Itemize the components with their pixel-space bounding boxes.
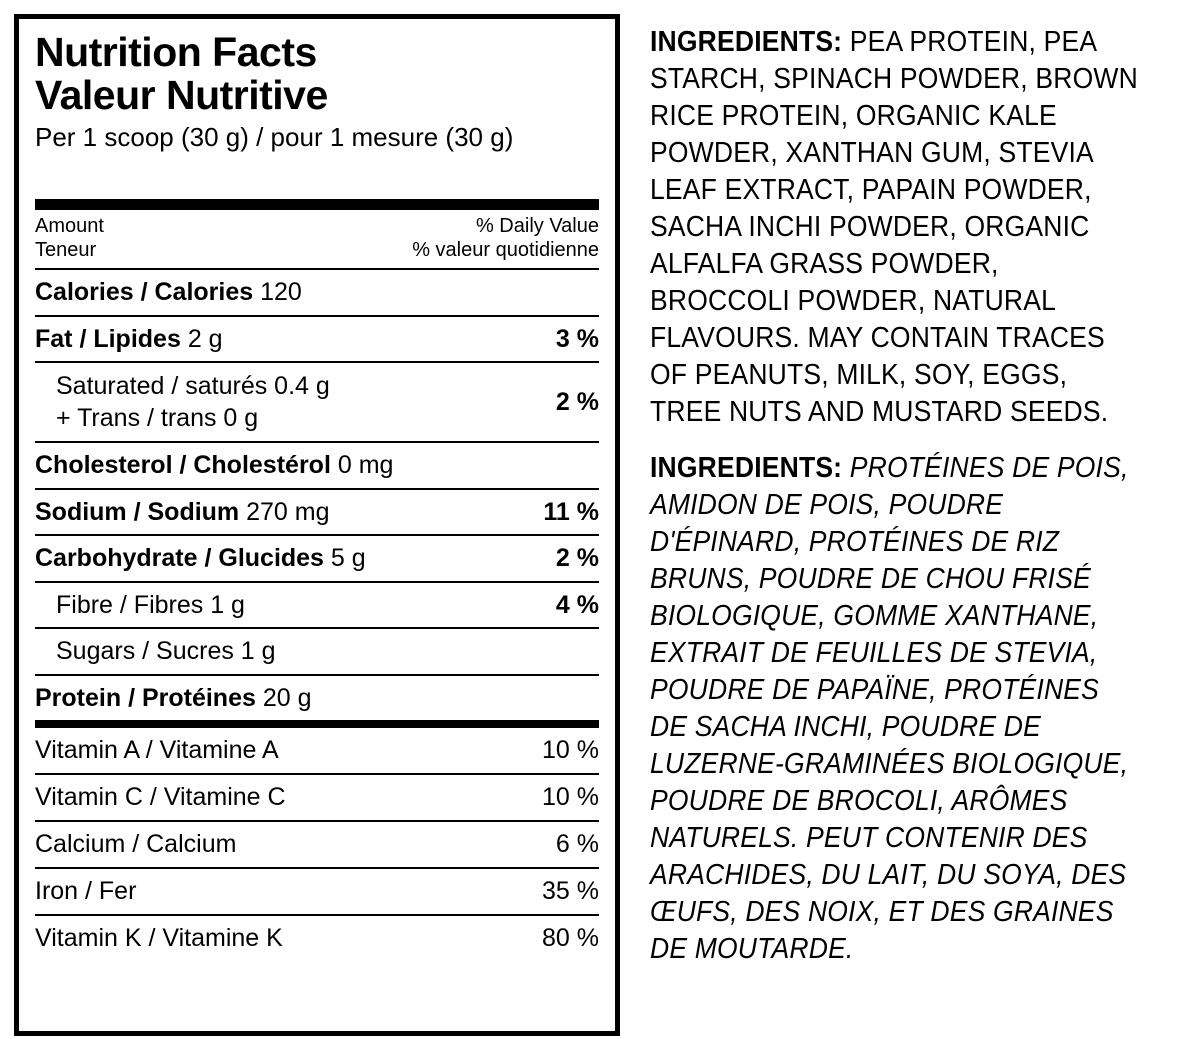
nutrient-value-trans: + Trans / trans 0 g	[56, 404, 259, 433]
nutrient-row-sodium	[35, 490, 599, 535]
vitamin-row-vitamin-a	[35, 728, 599, 773]
vitamin-dv-calcium: 6 %	[555, 830, 599, 859]
ingredients-french	[650, 450, 1142, 969]
nutrient-dv-carbohydrate: 2 %	[555, 544, 599, 573]
divider-thick-top	[35, 199, 599, 210]
vitamin-row-calcium	[35, 822, 599, 867]
nutrient-row-sugars	[35, 629, 599, 674]
vitamin-row-vitamin-c	[35, 775, 599, 820]
nutrient-row-protein	[35, 676, 599, 721]
nutrient-name-protein: Protein / Protéines	[35, 683, 256, 712]
nutrition-facts-box	[14, 14, 620, 1036]
nutrient-value-sugars: Sugars / Sucres 1 g	[56, 637, 276, 666]
vitamin-label-vitamin-k: Vitamin K / Vitamine K	[35, 924, 283, 953]
nutrient-dv-fat: 3 %	[555, 324, 599, 353]
vitamin-label-calcium: Calcium / Calcium	[35, 830, 237, 859]
nutrient-value-carbohydrate: 5 g	[330, 544, 366, 573]
nutrient-name-calories: Calories / Calories	[35, 278, 254, 307]
nutrient-value-cholesterol: 0 mg	[337, 451, 394, 480]
nutrient-name-fat: Fat / Lipides	[35, 324, 181, 353]
nutrient-name-carbohydrate: Carbohydrate / Glucides	[35, 544, 324, 573]
vitamin-row-iron	[35, 869, 599, 914]
nutrient-value-protein: 20 g	[262, 683, 312, 712]
vitamin-row-vitamin-k	[35, 916, 599, 961]
vitamin-dv-vitamin-a: 10 %	[542, 736, 599, 765]
nutrient-value-sodium: 270 mg	[246, 497, 330, 526]
ingredients-text-fr: PROTÉINES DE POIS, AMIDON DE POIS, POUDRE D'ÉPINARD, PROTÉINES DE RIZ BRUNS, POUDRE DE CHOU FRISÉ BIOLOGIQUE, GOMME XANTHANE, EXTRAIT DE FEUILLES DE STEVIA, POUDRE DE PAPAÏNE, PROTÉINES DE SACHA INCHI, POUDRE DE LUZERNE-GRAMINÉES BIOLOGIQUE, POUDRE DE BROCOLI, ARÔMES NATURELS. PEUT CONTENIR DES ARACHIDES, DU LAIT, DU SOYA, DES ŒUFS, DES NOIX, ET DES GRAINES DE MOUTARDE.	[650, 451, 1129, 966]
nutrient-dv-fibre: 4 %	[555, 590, 599, 619]
ingredients-panel	[634, 0, 1189, 1039]
nutrition-facts-title-fr: Valeur Nutritive	[35, 72, 328, 119]
nutrient-value-calories: 120	[260, 278, 302, 307]
nutrient-row-carbohydrate	[35, 536, 599, 581]
nutrient-name-sodium: Sodium / Sodium	[35, 497, 240, 526]
nutrient-row-calories	[35, 270, 599, 315]
nutrient-name-cholesterol: Cholesterol / Cholestérol	[35, 451, 331, 480]
nutrient-dv-sodium: 11 %	[543, 497, 599, 526]
vitamin-dv-vitamin-c: 10 %	[542, 783, 599, 812]
serving-size: Per 1 scoop (30 g) / pour 1 mesure (30 g)	[35, 121, 514, 152]
vitamin-label-vitamin-a: Vitamin A / Vitamine A	[35, 736, 279, 765]
nutrition-facts-title-en: Nutrition Facts	[35, 29, 317, 75]
daily-value-label-en: % Daily Value	[475, 215, 599, 238]
daily-value-header	[35, 210, 599, 268]
nutrient-value-fibre: Fibre / Fibres 1 g	[56, 590, 245, 619]
ingredients-heading-en: INGREDIENTS:	[650, 26, 843, 58]
vitamin-dv-iron: 35 %	[542, 877, 599, 906]
nutrient-row-fibre	[35, 583, 599, 628]
nutrient-value-fat: 2 g	[187, 324, 223, 353]
ingredients-text-en: PEA PROTEIN, PEA STARCH, SPINACH POWDER, BROWN RICE PROTEIN, ORGANIC KALE POWDER, XANTHAN GUM, STEVIA LEAF EXTRACT, PAPAIN POWDER, SACHA INCHI POWDER, ORGANIC ALFALFA GRASS POWDER, BROCCOLI POWDER, NATURAL FLAVOURS. MAY CONTAIN TRACES OF PEANUTS, MILK, SOY, EGGS, TREE NUTS AND MUSTARD SEEDS.	[650, 26, 1138, 429]
amount-label-fr: Teneur	[35, 238, 97, 261]
nutrient-row-fat	[35, 317, 599, 362]
nutrient-value-saturated: Saturated / saturés 0.4 g	[56, 372, 330, 401]
ingredients-heading-fr: INGREDIENTS:	[650, 451, 843, 484]
daily-value-label-fr: % valeur quotidienne	[412, 238, 599, 261]
nutrient-row-cholesterol	[35, 443, 599, 488]
nutrient-dv-saturated-trans: 2 %	[555, 388, 599, 417]
vitamin-dv-vitamin-k: 80 %	[542, 924, 599, 953]
amount-label-en: Amount	[35, 215, 104, 238]
nutrient-row-saturated-trans	[35, 363, 599, 441]
vitamin-label-iron: Iron / Fer	[35, 877, 137, 906]
vitamin-label-vitamin-c: Vitamin C / Vitamine C	[35, 783, 286, 812]
divider-medium	[35, 720, 599, 728]
ingredients-english	[650, 24, 1142, 432]
